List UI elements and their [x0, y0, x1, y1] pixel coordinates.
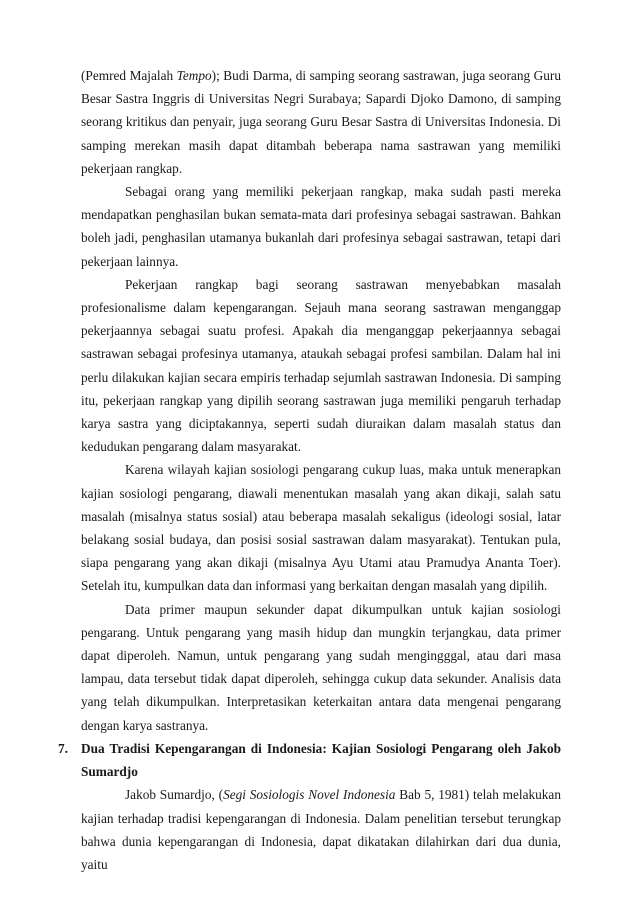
paragraph-intro-pre: (Pemred Majalah: [81, 68, 177, 83]
section-title: Dua Tradisi Kepengarangan di Indonesia: Kajian Sosiologi Pengarang oleh Jakob Sumardjo: [81, 740, 561, 780]
paragraph-intro: [81, 64, 561, 180]
paragraph-pekerjaan-rangkap: Sebagai orang yang memiliki pekerjaan rangkap, maka sudah pasti mereka mendapatkan penghasilan bukan semata-mata dari profesinya sebagai sastrawan. Bahkan boleh jadi, penghasilan utamanya bukanlah dari profesinya sebagai sastrawan, tetapi dari pekerjaan lainnya.: [81, 184, 561, 269]
magazine-title: Tempo: [176, 68, 212, 83]
section-number: 7.: [58, 740, 68, 756]
section-heading: [58, 737, 561, 783]
paragraph-jakob-sumardjo: [81, 783, 561, 876]
paragraph-data-primer: Data primer maupun sekunder dapat dikumpulkan untuk kajian sosiologi pengarang. Untuk pengarang yang masih hidup dan mungkin terjangkau, data primer dapat diperoleh. Namun, untuk pengarang yang sudah mengingggal, atau dari masa lampau, data tersebut tidak dapat diperoleh, sehingga cukup data sekunder. Analisis data yang telah dikumpulkan. Interpretasikan keterkaitan antara data mengenai pengarang dengan karya sastranya.: [81, 601, 561, 733]
paragraph-wilayah-kajian: Karena wilayah kajian sosiologi pengarang cukup luas, maka untuk menerapkan kajian sosiologi pengarang, diawali menentukan masalah yang akan dikaji, salah satu masalah (misalnya status sosial) atau beberapa masalah sekaligus (ideologi sosial, latar belakang sosial budaya, dan posisi sosial sastrawan dalam masyarakat). Tentukan pula, siapa pengarang yang akan dikaji (misalnya Ayu Utami atau Pramudya Ananta Toer). Setelah itu, kumpulkan data dan informasi yang berkaitan dengan masalah yang dipilih.: [81, 462, 561, 594]
paragraph-profesionalisme: Pekerjaan rangkap bagi seorang sastrawan menyebabkan masalah profesionalisme dalam kepengarangan. Sejauh mana seorang sastrawan menganggap pekerjaannya sebagai suatu profesi. Apakah dia menganggap pekerjaannya sebagai sastrawan sebagai profesinya utamanya, ataukah sebagai profesi sambilan. Dalam hal ini perlu dilakukan kajian secara empiris terhadap sejumlah sastrawan Indonesia. Di samping itu, pekerjaan rangkap yang dipilih seorang sastrawan juga memiliki pengaruh terhadap karya sastra yang diciptakannya, seperti sudah diuraikan dalam masalah status dan kedudukan pengarang dalam masyarakat.: [81, 276, 561, 455]
paragraph-jakob-post: Bab 5, 1981) telah melakukan kajian terhadap tradisi kepengarangan di Indonesia. Dalam penelitian tersebut terungkap bahwa dunia kepengarangan di Indonesia, dapat dikatakan dilahirkan dari dua dunia, yaitu: [81, 787, 561, 872]
document-body: [58, 64, 561, 876]
paragraph-intro-post: ); Budi Darma, di samping seorang sastrawan, juga seorang Guru Besar Sastra Inggris di Universitas Negri Surabaya; Sapardi Djoko Damono, di samping seorang kritikus dan penyair, juga seorang Guru Besar Sastra di Universitas Indonesia. Di samping merekan masih dapat ditambah beberapa nama sastrawan yang memiliki pekerjaan rangkap.: [81, 68, 561, 176]
paragraph-jakob-pre: Jakob Sumardjo, (: [125, 787, 224, 803]
book-title: Segi Sosiologis Novel Indonesia: [223, 787, 396, 803]
